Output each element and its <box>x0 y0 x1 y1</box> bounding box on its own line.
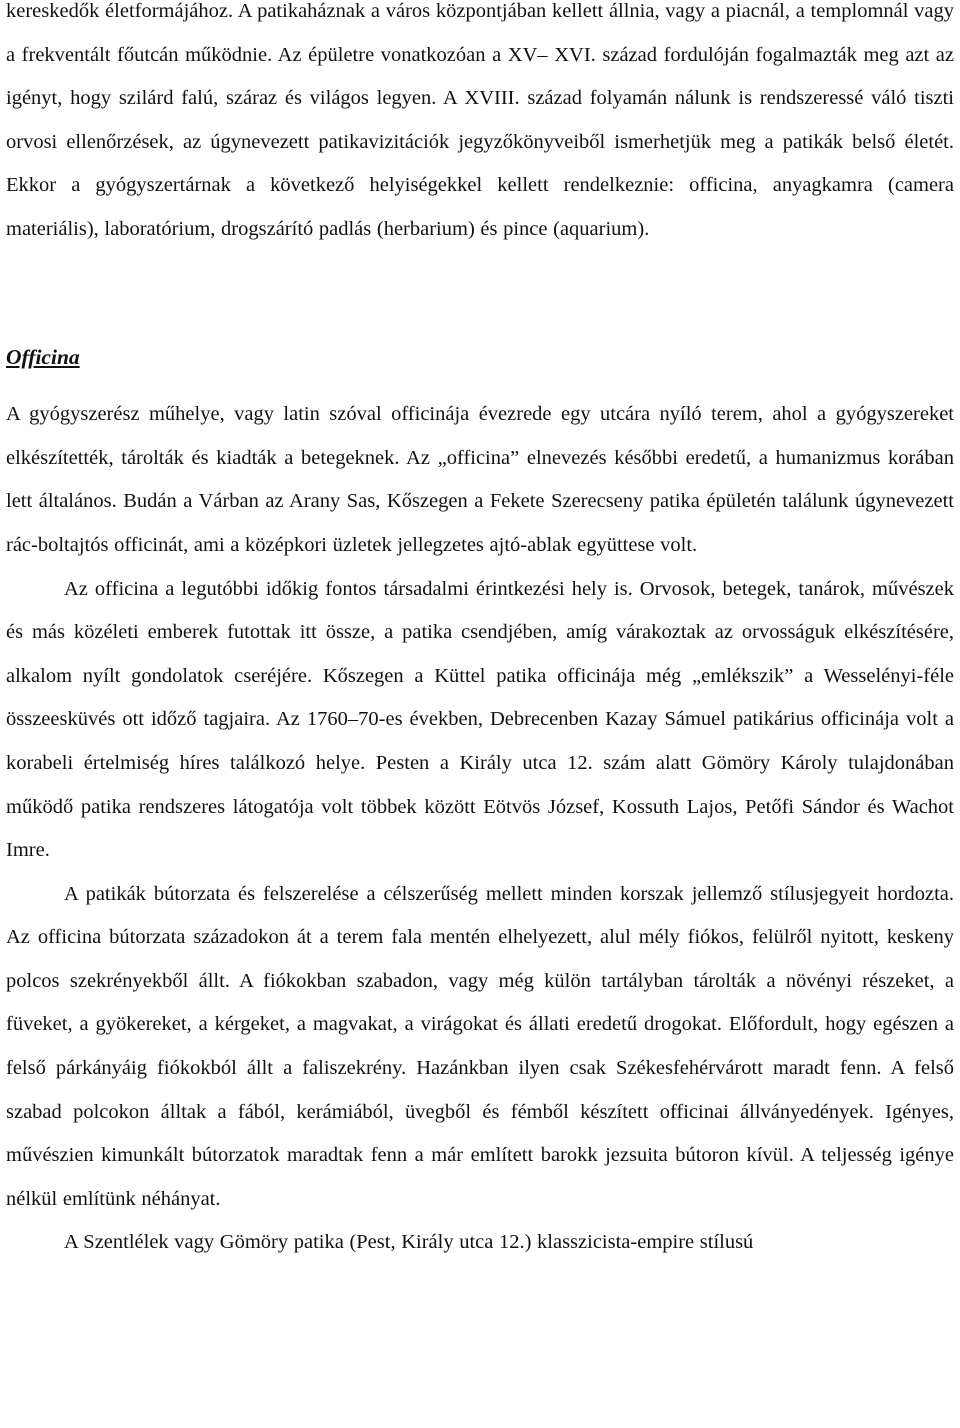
body-paragraph-4: A patikák bútorzata és felszerelése a célszerűség mellett minden korszak jellemző stílusjegyeit hordozta. Az officina bútorzata századokon át a terem fala mentén elhelyezett, alul mély fiókos, felülről nyitott, keskeny polcos szekrényekből állt. A fiókokban szabadon, vagy még külön tartályban tárolták a növényi részeket, a füveket, a gyökereket, a kérgeket, a magvakat, a virágokat és állati eredetű drogokat. Előfordult, hogy egészen a felső párkányáig fiókokból állt a faliszekrény. Hazánkban ilyen csak Székesfehérvárott maradt fenn. A felső szabad polcokon álltak a fából, kerámiából, üvegből és fémből készített officinai állványedények. Igényes, művészien kimunkált bútorzatok maradtak fenn a már említett barokk jezsuita bútoron kívül. A teljesség igénye nélkül említünk néhányat. <box>6 882 954 1210</box>
section-spacer <box>6 252 954 336</box>
body-paragraph-1: kereskedők életformájához. A patikaháznak a város központjában kellett állnia, vagy a piacnál, a templomnál vagy a frekventált főutcán működnie. Az épületre vonatkozóan a XV– XVI. század fordulóján fogalmazták meg azt az igényt, hogy szilárd falú, száraz és világos legyen. A XVIII. század folyamán nálunk is rendszeressé váló tiszti orvosi ellenőrzések, az úgynevezett patikavizitációk jegyzőkönyveiből ismerhetjük meg a patikák belső életét. Ekkor a gyógyszertárnak a következő helyiségekkel kellett rendelkeznie: officina, anyagkamra (camera materiális), laboratórium, drogszárító padlás (herbarium) és pince (aquarium). <box>6 0 954 240</box>
text-column <box>6 0 954 1265</box>
section-heading-officina: Officina <box>6 344 80 369</box>
body-paragraph-3: Az officina a legutóbbi időkig fontos társadalmi érintkezési hely is. Orvosok, betegek, tanárok, művészek és más közéleti emberek futottak itt össze, a patika csendjében, amíg várakoztak az orvosságuk elkészítésére, alkalom nyílt gondolatok cseréjére. Kőszegen a Küttel patika officinája még „emlékszik” a Wesselényi-féle összeesküvés ott időző tagjaira. Az 1760–70-es években, Debrecenben Kazay Sámuel patikárius officinája volt a korabeli értelmiség híres találkozó helye. Pesten a Király utca 12. szám alatt Gömöry Károly tulajdonában működő patika rendszeres látogatója volt többek között Eötvös József, Kossuth Lajos, Petőfi Sándor és Wachot Imre. <box>6 577 954 862</box>
body-paragraph-5: A Szentlélek vagy Gömöry patika (Pest, Király utca 12.) klasszicista-empire stílusú <box>64 1231 754 1254</box>
body-paragraph-2: A gyógyszerész műhelye, vagy latin szóval officinája évezrede egy utcára nyíló terem, ahol a gyógyszereket elkészítették, tárolták és kiadták a betegeknek. Az „officina” elnevezés későbbi eredetű, a humanizmus korában lett általános. Budán a Várban az Arany Sas, Kőszegen a Fekete Szerecseny patika épületén találunk úgynevezett rác-boltajtós officinát, ami a középkori üzletek jellegzetes ajtó-ablak együttese volt. <box>6 403 954 556</box>
